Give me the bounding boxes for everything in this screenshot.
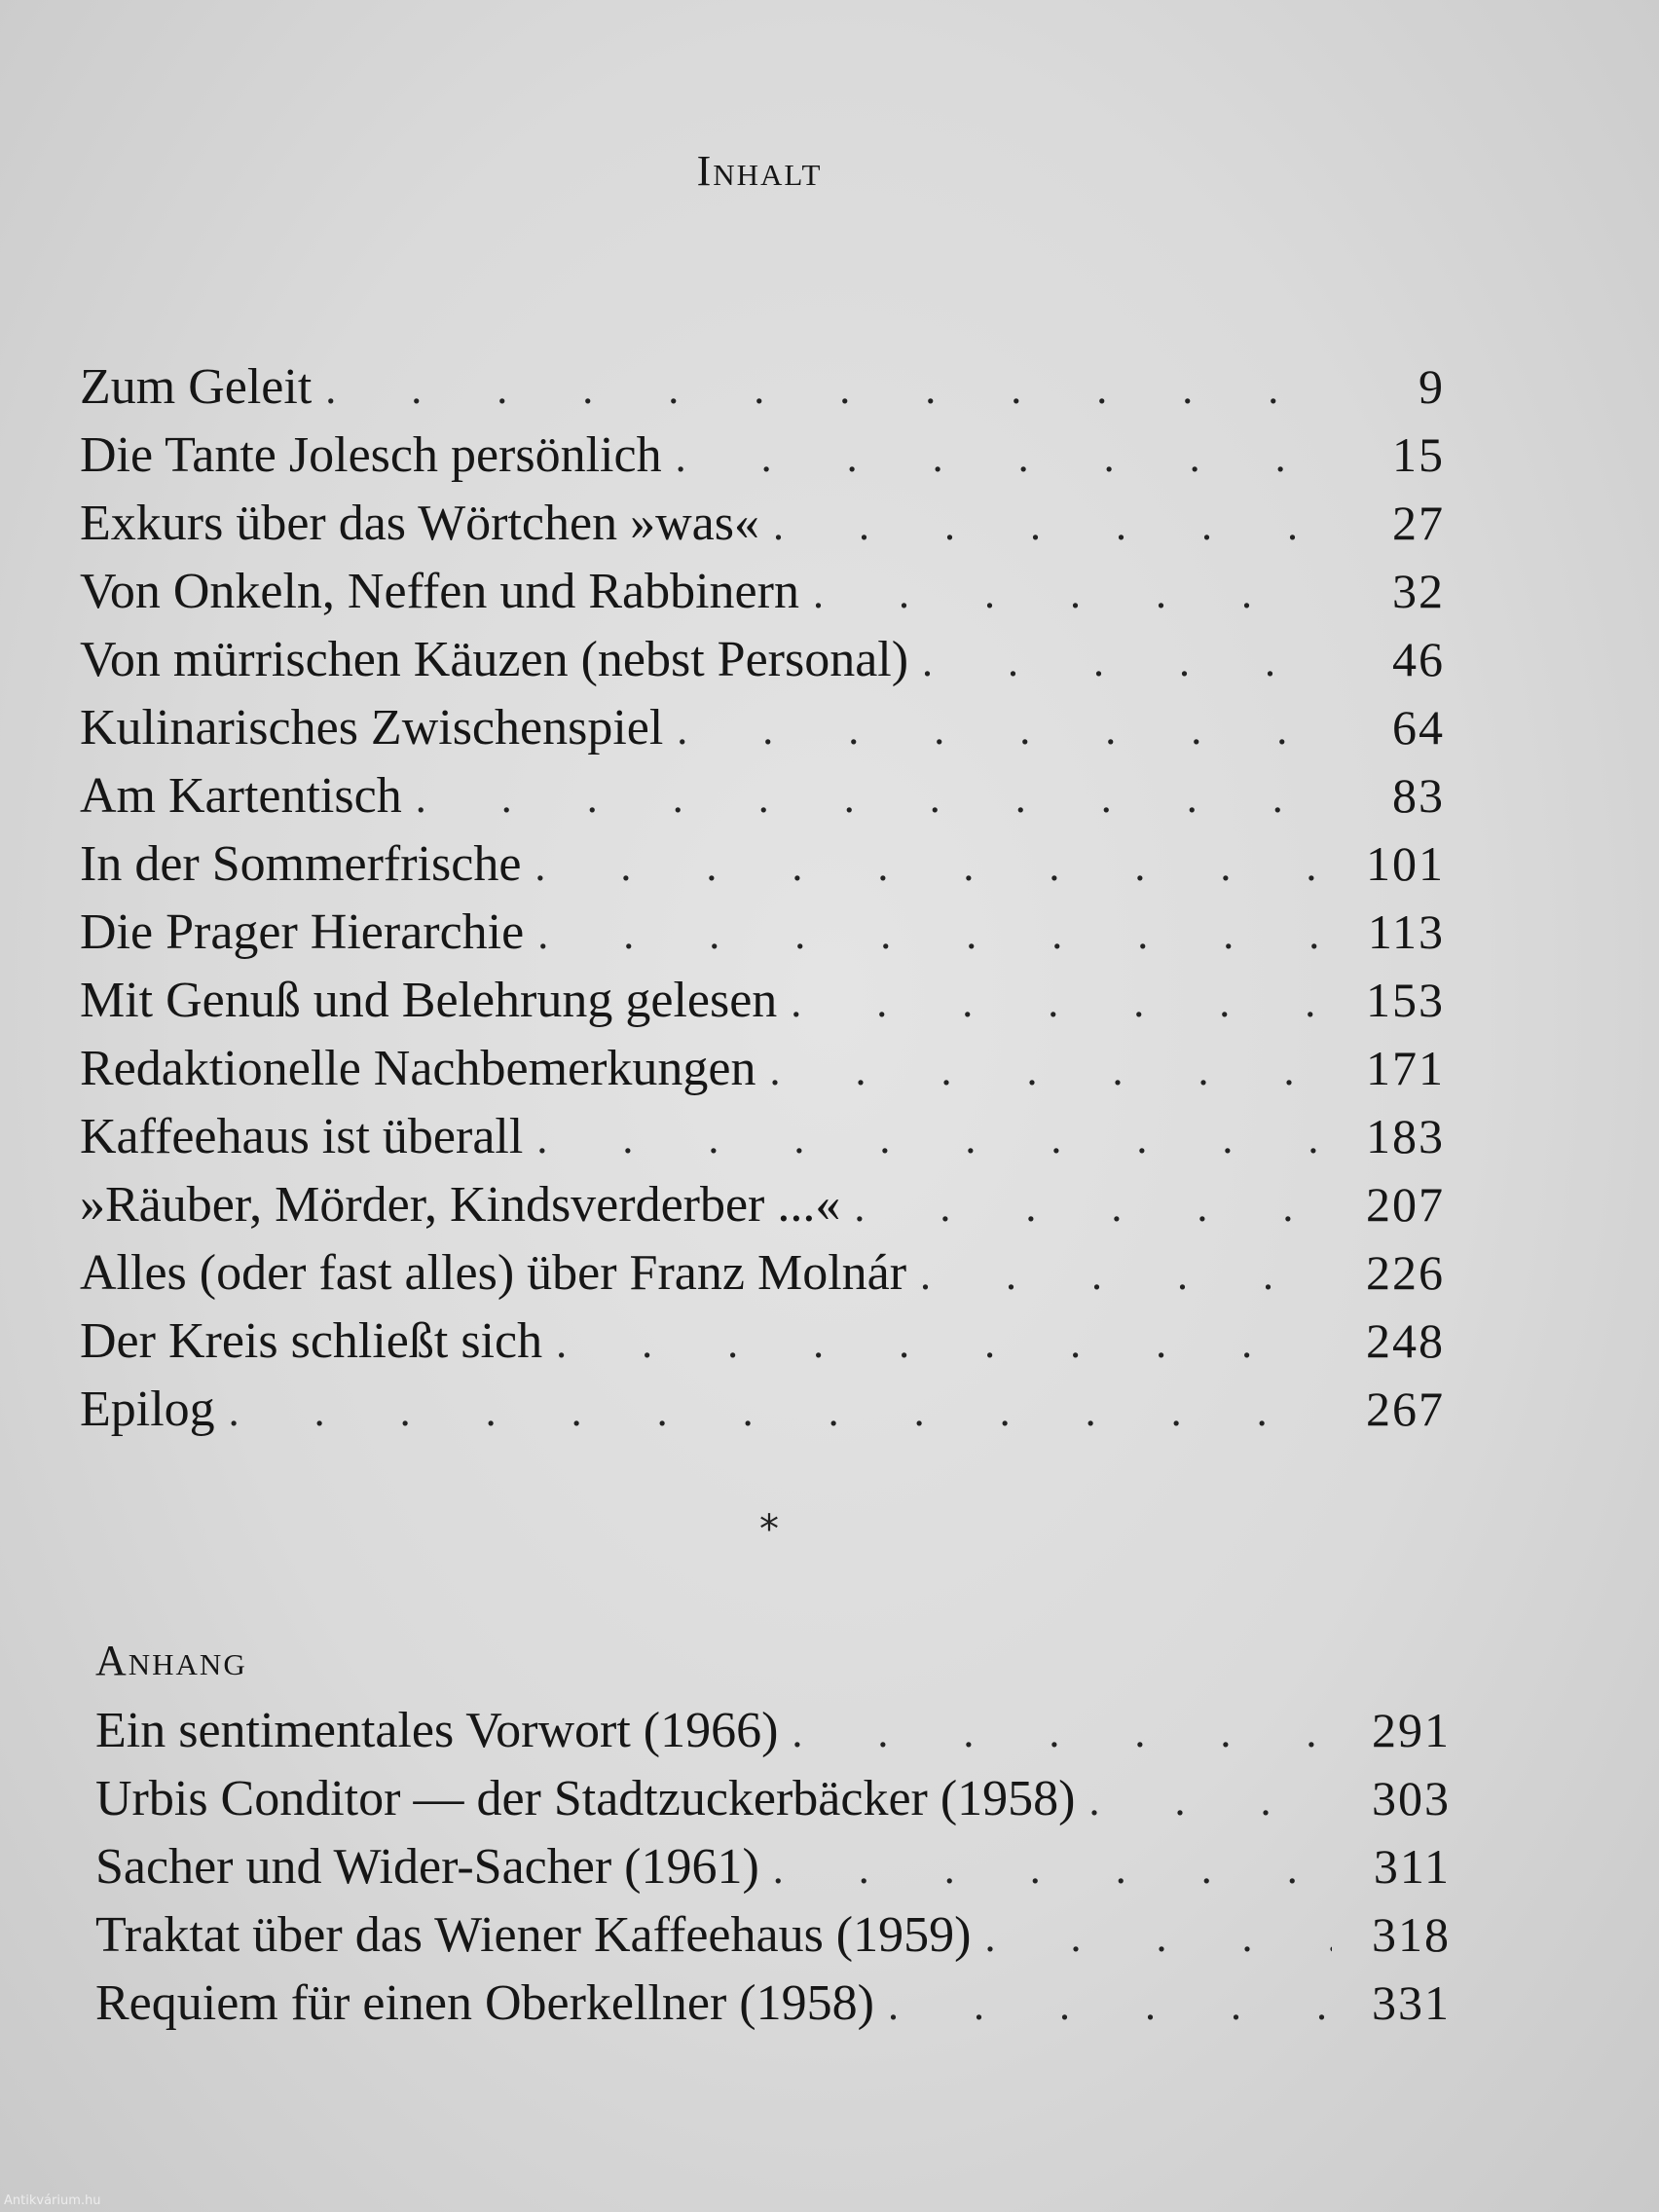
appendix-entry-label: Sacher und Wider-Sacher (1961) (95, 1839, 759, 1895)
dot-leader (920, 1241, 1326, 1309)
toc-entry (80, 352, 1445, 421)
dot-leader (416, 764, 1326, 832)
toc-entry-label: Zum Geleit (80, 359, 313, 415)
dot-leader (773, 492, 1326, 560)
toc-entry (80, 489, 1445, 557)
toc-entry-label: Kulinarisches Zwischenspiel (80, 700, 664, 756)
dot-leader (791, 969, 1326, 1037)
appendix-entry-label: Urbis Conditor — der Stadtzuckerbäcker (1958) (95, 1771, 1076, 1826)
toc-entry-page: 267 (1366, 1382, 1445, 1436)
toc-entry-page: 64 (1392, 700, 1445, 755)
toc-entry-label: Der Kreis schließt sich (80, 1313, 543, 1369)
toc-entry-label: Am Kartentisch (80, 768, 402, 824)
dot-leader (1088, 1767, 1332, 1835)
toc-entry-label: Exkurs über das Wörtchen »was« (80, 496, 759, 551)
dot-leader (537, 901, 1326, 969)
dot-leader (854, 1173, 1326, 1241)
appendix-entry-label: Requiem für einen Oberkellner (1958) (95, 1975, 874, 2031)
toc-entry-page: 83 (1392, 768, 1445, 823)
watermark: Antikvárium.hu (4, 2194, 101, 2208)
toc-entry-label: Von Onkeln, Neffen und Rabbinern (80, 564, 799, 619)
dot-leader (556, 1309, 1326, 1378)
toc-entry-page: 183 (1366, 1109, 1445, 1163)
appendix-entry (95, 1696, 1451, 1764)
toc-entry (80, 421, 1445, 489)
toc-entry (80, 693, 1445, 761)
toc-entry-label: Die Prager Hierarchie (80, 904, 525, 960)
appendix-entry-page: 331 (1372, 1975, 1451, 2030)
dot-leader (984, 1903, 1332, 1972)
toc-entry-page: 9 (1419, 359, 1445, 414)
toc-entry-label: »Räuber, Mörder, Kindsverderber ...« (80, 1177, 841, 1233)
toc-entry-label: Redaktionelle Nachbemerkungen (80, 1041, 756, 1096)
toc-entry-page: 46 (1392, 632, 1445, 686)
toc-entry (80, 1102, 1445, 1170)
appendix-contents (95, 1696, 1451, 2037)
dot-leader (536, 1105, 1326, 1173)
dot-leader (770, 1037, 1326, 1105)
appendix-entry-page: 311 (1373, 1839, 1451, 1894)
toc-entry-page: 153 (1366, 973, 1445, 1027)
toc-entry-page: 15 (1392, 427, 1445, 482)
toc-entry (80, 557, 1445, 625)
appendix-entry-label: Traktat über das Wiener Kaffeehaus (1959) (95, 1907, 972, 1963)
toc-entry-label: In der Sommerfrische (80, 836, 522, 892)
toc-entry-label: Alles (oder fast alles) über Franz Molnár (80, 1245, 907, 1301)
appendix-entry (95, 1764, 1451, 1832)
toc-entry (80, 1034, 1445, 1102)
appendix-entry (95, 1832, 1451, 1900)
toc-entry-page: 207 (1366, 1177, 1445, 1232)
dot-leader (229, 1378, 1326, 1446)
appendix-entry (95, 1900, 1451, 1969)
dot-leader (676, 424, 1326, 492)
toc-entry (80, 830, 1445, 898)
dot-leader (792, 1699, 1332, 1767)
toc-entry-page: 101 (1366, 836, 1445, 891)
appendix-entry-page: 303 (1372, 1771, 1451, 1825)
toc-entry (80, 1238, 1445, 1307)
toc-entry-page: 32 (1392, 564, 1445, 618)
dot-leader (535, 832, 1326, 901)
toc-entry (80, 1375, 1445, 1443)
dot-leader (677, 696, 1326, 764)
page-title: Inhalt (696, 147, 823, 195)
toc-entry (80, 1307, 1445, 1375)
toc-entry (80, 1170, 1445, 1238)
dot-leader (325, 355, 1326, 424)
toc-entry-label: Die Tante Jolesch persönlich (80, 427, 662, 483)
dot-leader (888, 1972, 1332, 2040)
toc-entry-page: 171 (1366, 1041, 1445, 1095)
toc-entry-page: 113 (1367, 904, 1445, 959)
appendix-entry-page: 291 (1372, 1703, 1451, 1757)
toc-entry (80, 898, 1445, 966)
toc-entry-label: Kaffeehaus ist überall (80, 1109, 524, 1164)
toc-entry (80, 761, 1445, 830)
toc-entry-page: 248 (1366, 1313, 1445, 1368)
dot-leader (813, 560, 1326, 628)
toc-entry-label: Von mürrischen Käuzen (nebst Personal) (80, 632, 909, 687)
toc-entry (80, 966, 1445, 1034)
toc-entry-label: Epilog (80, 1382, 215, 1437)
toc-entry-label: Mit Genuß und Belehrung gelesen (80, 973, 778, 1028)
appendix-entry-page: 318 (1372, 1907, 1451, 1962)
toc-entry-page: 226 (1366, 1245, 1445, 1300)
dot-leader (922, 628, 1326, 696)
dot-leader (773, 1835, 1332, 1903)
appendix-entry-label: Ein sentimentales Vorwort (1966) (95, 1703, 779, 1758)
toc-entry-page: 27 (1392, 496, 1445, 550)
table-of-contents (80, 352, 1445, 1443)
appendix-heading: Anhang (95, 1637, 247, 1684)
toc-entry (80, 625, 1445, 693)
section-separator: * (759, 1507, 779, 1552)
appendix-entry (95, 1969, 1451, 2037)
